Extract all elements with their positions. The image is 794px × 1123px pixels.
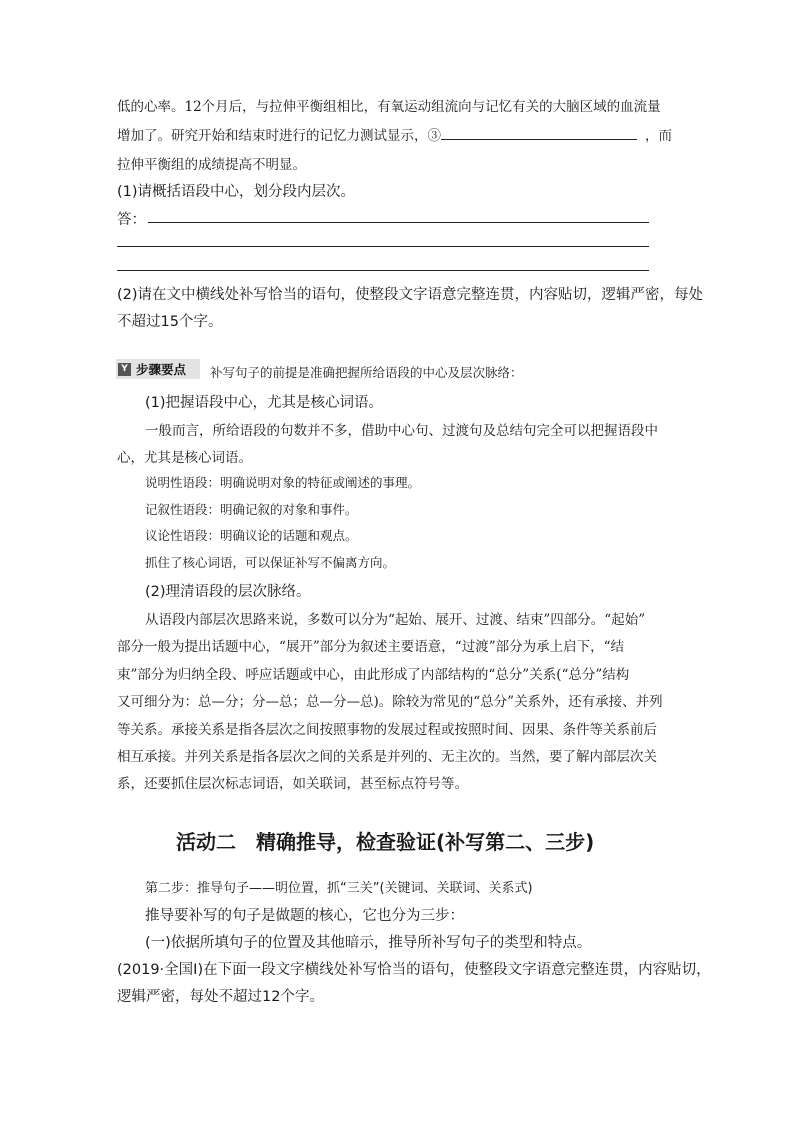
tips-badge <box>118 361 186 377</box>
tips-p2-line-2: 部分一般为提出话题中心，“展开”部分为叙述主要语意，“过渡”部分为承上启下，“结 <box>117 639 625 655</box>
tips-p2-line-5: 等关系。承接关系是指各层次之间按照事物的发展过程或按照时间、因果、条件等关系前后 <box>117 722 657 738</box>
answer-line-1[interactable] <box>148 222 649 223</box>
example-line-2: 逻辑严密，每处不超过12个字。 <box>117 989 324 1005</box>
tips-p2-line-7: 系，还要抓住层次标志词语，如关联词，甚至标点符号等。 <box>117 776 468 792</box>
step-2-core: 推导要补写的句子是做题的核心，它也分为三步： <box>145 908 464 924</box>
tips-intro: 补写句子的前提是准确把握所给语段的中心及层次脉络： <box>210 365 523 380</box>
blank-3[interactable] <box>441 125 637 140</box>
tips-p2-line-1: 从语段内部层次思路来说，多数可以分为“起始、展开、过渡、结束”四部分。“起始” <box>145 612 646 628</box>
tips-point-1: (1)把握语段中心，尤其是核心词语。 <box>145 395 384 411</box>
tips-p1-line-2: 心，尤其是核心词语。 <box>117 450 252 466</box>
step-2-title: 第二步：推导句子——明位置，抓“三关”(关键词、关联词、关系式) <box>145 881 533 896</box>
passage-line-2 <box>117 124 672 144</box>
tips-badge-icon: Y <box>118 363 131 376</box>
step-2-sub-1: (一)依据所填句子的位置及其他暗示，推导所补写句子的类型和特点。 <box>145 935 592 951</box>
tips-p2-line-3: 束”部分为归纳全段、呼应话题或中心，由此形成了内部结构的“总分”关系(“总分”结构 <box>117 667 630 683</box>
tips-p2-line-6: 相互承接。并列关系是指各层次之间的关系是并列的、无主次的。当然，要了解内部层次关 <box>117 749 657 765</box>
answer-label: 答： <box>117 212 146 228</box>
tips-point-2: (2)理清语段的层次脉络。 <box>145 584 311 600</box>
activity-2-heading: 活动二 精确推导，检查验证(补写第二、三步) <box>176 830 595 854</box>
tips-yilun: 议论性语段：明确议论的话题和观点。 <box>145 528 358 543</box>
answer-line-3[interactable] <box>117 270 649 271</box>
tips-badge-label: 步骤要点 <box>136 362 187 377</box>
passage-line-1: 低的心率。12个月后，与拉伸平衡组相比，有氧运动组流向与记忆有关的大脑区域的血流量 <box>117 99 661 115</box>
passage-line-2-end: ，而 <box>645 128 672 144</box>
tips-summary: 抓住了核心词语，可以保证补写不偏离方向。 <box>145 555 396 570</box>
question-2-line-2: 不超过15个字。 <box>117 314 223 330</box>
answer-line-2[interactable] <box>117 246 649 247</box>
question-2-line-1: (2)请在文中横线处补写恰当的语句，使整段文字语意完整连贯，内容贴切，逻辑严密，每处 <box>117 287 704 303</box>
tips-shuoming: 说明性语段：明确说明对象的特征或阐述的事理。 <box>145 475 421 490</box>
tips-p1-line-1: 一般而言，所给语段的句数并不多，借助中心句、过渡句及总结句完全可以把握语段中 <box>145 423 658 439</box>
question-1: (1)请概括语段中心，划分段内层次。 <box>117 184 356 200</box>
passage-line-2-text: 增加了。研究开始和结束时进行的记忆力测试显示，③ <box>117 128 441 144</box>
passage-line-3: 拉伸平衡组的成绩提高不明显。 <box>117 157 306 173</box>
tips-jixu: 记叙性语段：明确记叙的对象和事件。 <box>145 502 358 517</box>
tips-p2-line-4: 又可细分为：总—分；分—总；总—分—总)。除较为常见的“总分”关系外，还有承接、并列 <box>117 694 663 710</box>
example-line-1: (2019·全国Ⅰ)在下面一段文字横线处补写恰当的语句，使整段文字语意完整连贯，内容贴切， <box>117 962 711 978</box>
